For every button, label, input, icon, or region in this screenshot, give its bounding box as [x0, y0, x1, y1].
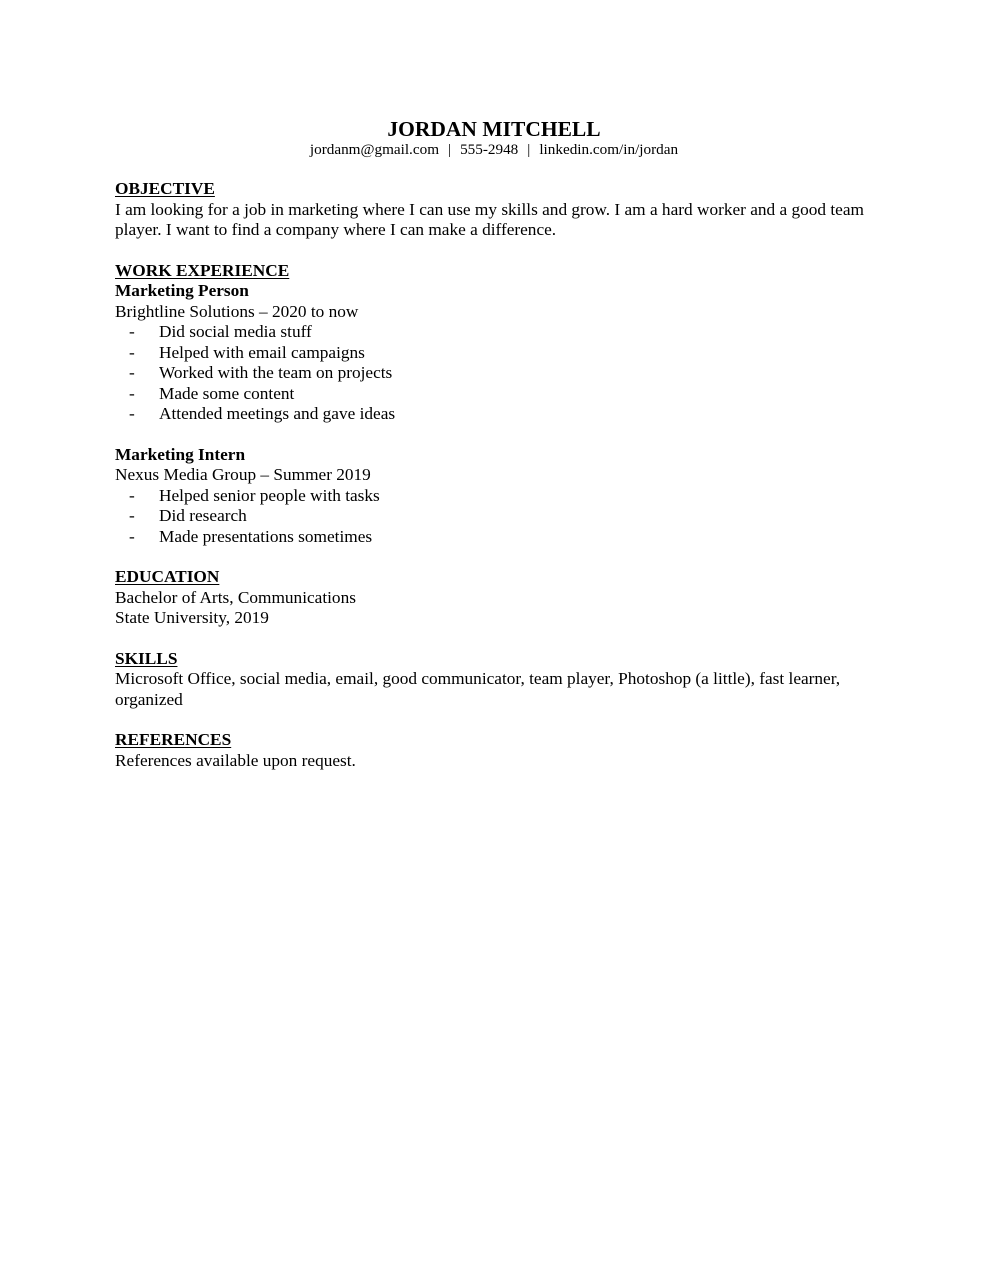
duty-text: Helped senior people with tasks: [159, 485, 380, 505]
skills-text: Microsoft Office, social media, email, good communicator, team player, Photoshop (a little), fast learner, organized: [115, 669, 841, 709]
education-school: State University, 2019: [115, 608, 269, 627]
candidate-name: JORDAN MITCHELL: [387, 117, 601, 141]
list-item: [115, 322, 875, 343]
job-title: Marketing Intern: [115, 444, 246, 464]
job-entry: [115, 281, 875, 425]
bullet-dash: -: [129, 363, 135, 382]
list-item: [115, 404, 875, 425]
job-company: Nexus Media Group – Summer 2019: [115, 465, 371, 484]
phone-number: 555-2948: [460, 141, 519, 158]
job-duties-list: [115, 486, 875, 548]
duty-text: Worked with the team on projects: [159, 363, 393, 382]
references-heading: REFERENCES: [115, 730, 232, 749]
job-duties-list: [115, 322, 875, 425]
bullet-dash: -: [129, 322, 135, 341]
job-company: Brightline Solutions – 2020 to now: [115, 301, 359, 321]
references-section: [115, 730, 875, 771]
list-item: [115, 506, 875, 527]
bullet-dash: -: [129, 383, 135, 403]
linkedin-url: linkedin.com/in/jordan: [539, 141, 679, 158]
work-experience-section: [115, 261, 875, 548]
duty-text: Attended meetings and gave ideas: [159, 404, 396, 423]
duty-text: Made presentations sometimes: [159, 526, 373, 546]
contact-separator: |: [448, 141, 452, 158]
objective-heading: OBJECTIVE: [115, 179, 215, 198]
duty-text: Helped with email campaigns: [159, 342, 365, 362]
objective-text: I am looking for a job in marketing where I can use my skills and grow. I am a hard worker and a good team player. I want to find a company where I can make a difference.: [115, 199, 864, 239]
education-section: [115, 567, 875, 629]
education-degree: Bachelor of Arts, Communications: [115, 587, 356, 607]
duty-text: Did research: [159, 506, 247, 525]
references-text: References available upon request.: [115, 750, 356, 770]
skills-section: [115, 649, 875, 711]
list-item: [115, 363, 875, 384]
job-title: Marketing Person: [115, 281, 249, 300]
list-item: [115, 527, 875, 548]
contact-separator: |: [527, 141, 531, 158]
bullet-dash: -: [129, 342, 135, 362]
duty-text: Did social media stuff: [159, 322, 312, 341]
resume-page: [115, 116, 875, 771]
bullet-dash: -: [129, 506, 135, 525]
contact-line: [114, 140, 874, 160]
bullet-dash: -: [129, 485, 135, 505]
list-item: [115, 384, 875, 405]
email-address: jordanm@gmail.com: [309, 141, 440, 158]
duty-text: Made some content: [159, 383, 295, 403]
bullet-dash: -: [129, 404, 135, 423]
job-entry: [115, 445, 875, 548]
education-heading: EDUCATION: [115, 567, 220, 586]
list-item: [115, 486, 875, 507]
list-item: [115, 343, 875, 364]
bullet-dash: -: [129, 526, 135, 546]
objective-section: [115, 179, 875, 241]
work-experience-heading: WORK EXPERIENCE: [115, 260, 290, 280]
skills-heading: SKILLS: [115, 648, 178, 668]
